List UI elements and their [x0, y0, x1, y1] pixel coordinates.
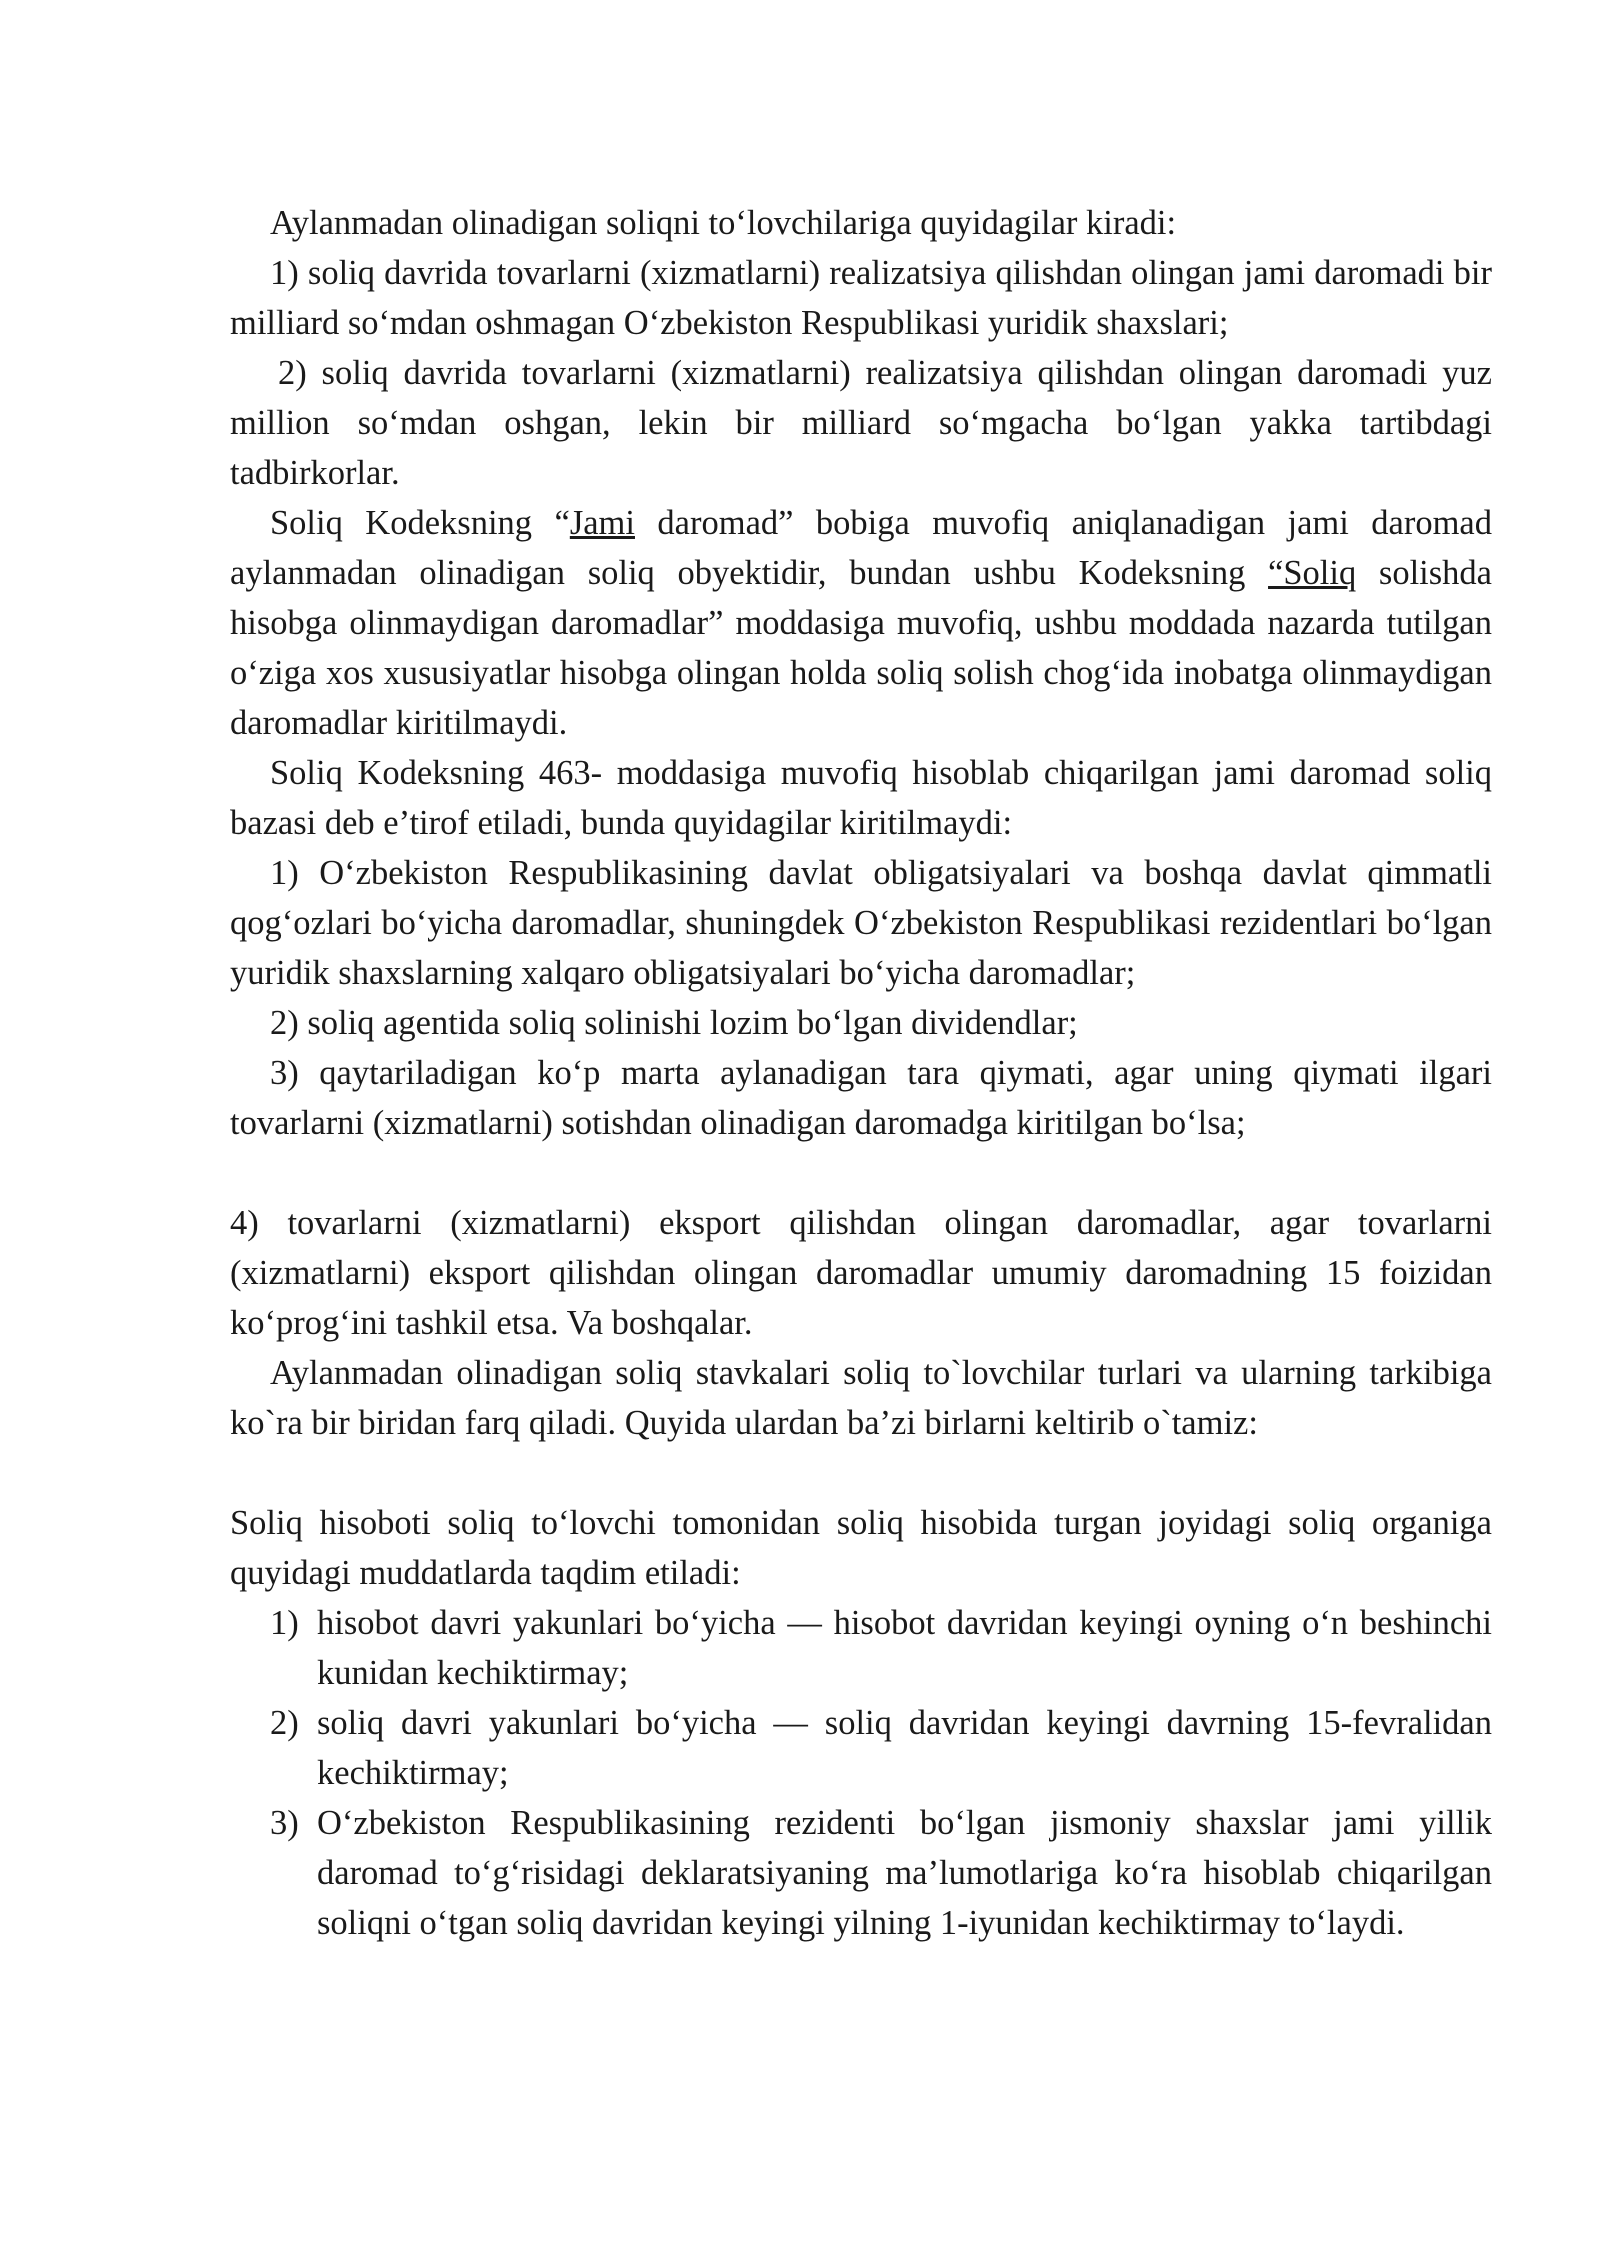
link-soliq[interactable]: “Soliq — [1268, 554, 1357, 592]
paragraph-item-2-entrepreneurs: 2) soliq davrida tovarlarni (xizmatlarni) realizatsiya qilishdan olingan daromadi yuz million so‘mdan oshgan, lekin bir milliard so‘mgacha bo‘lgan yakka tartibdagi tadbirkorlar. — [230, 354, 1492, 492]
list-item-number: 3) — [270, 1804, 299, 1842]
list-item-text: hisobot davri yakunlari bo‘yicha — hisobot davridan keyingi oyning o‘n beshinchi kunidan kechiktirmay; — [317, 1604, 1492, 1692]
blank-line — [230, 1148, 1492, 1198]
paragraph-taxpayers-intro: Aylanmadan olinadigan soliqni to‘lovchilariga quyidagilar kiradi: — [270, 204, 1177, 242]
text-segment: solishda hisobga olinmaydigan daromadlar” moddasiga muvofiq, ushbu moddada nazarda tutilgan o‘ziga xos xususiyatlar hisobga olingan holda soliq solish chog‘ida inobatga olinmaydigan daromadlar kiritilmaydi. — [230, 554, 1492, 742]
text-segment: Soliq Kodeksning “ — [270, 504, 570, 542]
list-item-number: 2) — [270, 1704, 299, 1742]
list-item-number: 1) — [270, 1604, 299, 1642]
link-jami[interactable]: Jami — [569, 504, 635, 542]
list-item — [230, 1598, 1492, 1698]
paragraph-tax-base: Soliq Kodeksning 463- moddasiga muvofiq hisoblab chiqarilgan jami daromad soliq bazasi deb e’tirof etiladi, bunda quyidagilar kiritilmaydi: — [230, 754, 1492, 842]
paragraph-item-1-legal-entities: 1) soliq davrida tovarlarni (xizmatlarni) realizatsiya qilishdan olingan jami daromadi bir milliard so‘mdan oshmagan O‘zbekiston Respublikasi yuridik shaxslari; — [230, 254, 1492, 342]
list-item-text: O‘zbekiston Respublikasining rezidenti bo‘lgan jismoniy shaxslar jami yillik daromad to‘g‘risidagi deklaratsiyaning ma’lumotlariga ko‘ra hisoblab chiqarilgan soliqni o‘tgan soliq davridan keyingi yilning 1-iyunidan kechiktirmay to‘laydi. — [317, 1804, 1492, 1942]
list-item-text: soliq davri yakunlari bo‘yicha — soliq davridan keyingi davrning 15-fevralidan kechiktirmay; — [317, 1704, 1492, 1792]
list-item — [230, 1798, 1492, 1948]
paragraph-reporting-deadlines: Soliq hisoboti soliq to‘lovchi tomonidan soliq hisobida turgan joyidagi soliq organiga quyidagi muddatlarda taqdim etiladi: — [230, 1504, 1492, 1592]
deadline-list — [230, 1598, 1492, 1948]
document-page — [230, 198, 1492, 1948]
paragraph-exclusion-4: 4) tovarlarni (xizmatlarni) eksport qilishdan olingan daromadlar, agar tovarlarni (xizmatlarni) eksport qilishdan olingan daromadlar umumiy daromadning 15 foizidan ko‘prog‘ini tashkil etsa. Va boshqalar. — [230, 1204, 1492, 1342]
paragraph-tax-object — [230, 498, 1492, 748]
paragraph-exclusion-3: 3) qaytariladigan ko‘p marta aylanadigan tara qiymati, agar uning qiymati ilgari tovarlarni (xizmatlarni) sotishdan olinadigan daromadga kiritilgan bo‘lsa; — [230, 1054, 1492, 1142]
paragraph-exclusion-1: 1) O‘zbekiston Respublikasining davlat obligatsiyalari va boshqa davlat qimmatli qog‘ozlari bo‘yicha daromadlar, shuningdek O‘zbekiston Respublikasi rezidentlari bo‘lgan yuridik shaxslarning xalqaro obligatsiyalari bo‘yicha daromadlar; — [230, 854, 1492, 992]
paragraph-tax-rates: Aylanmadan olinadigan soliq stavkalari soliq to`lovchilar turlari va ularning tarkibiga ko`ra bir biridan farq qiladi. Quyida ulardan ba’zi birlarni keltirib o`tamiz: — [230, 1354, 1492, 1442]
blank-line — [230, 1448, 1492, 1498]
text-segment: daromad” bobiga muvofiq aniqlanadigan jami daromad aylanmadan olinadigan soliq obyektidir, bundan ushbu Kodeksning — [230, 504, 1492, 592]
list-item — [230, 1698, 1492, 1798]
paragraph-exclusion-2: 2) soliq agentida soliq solinishi lozim bo‘lgan dividendlar; — [270, 1004, 1078, 1042]
